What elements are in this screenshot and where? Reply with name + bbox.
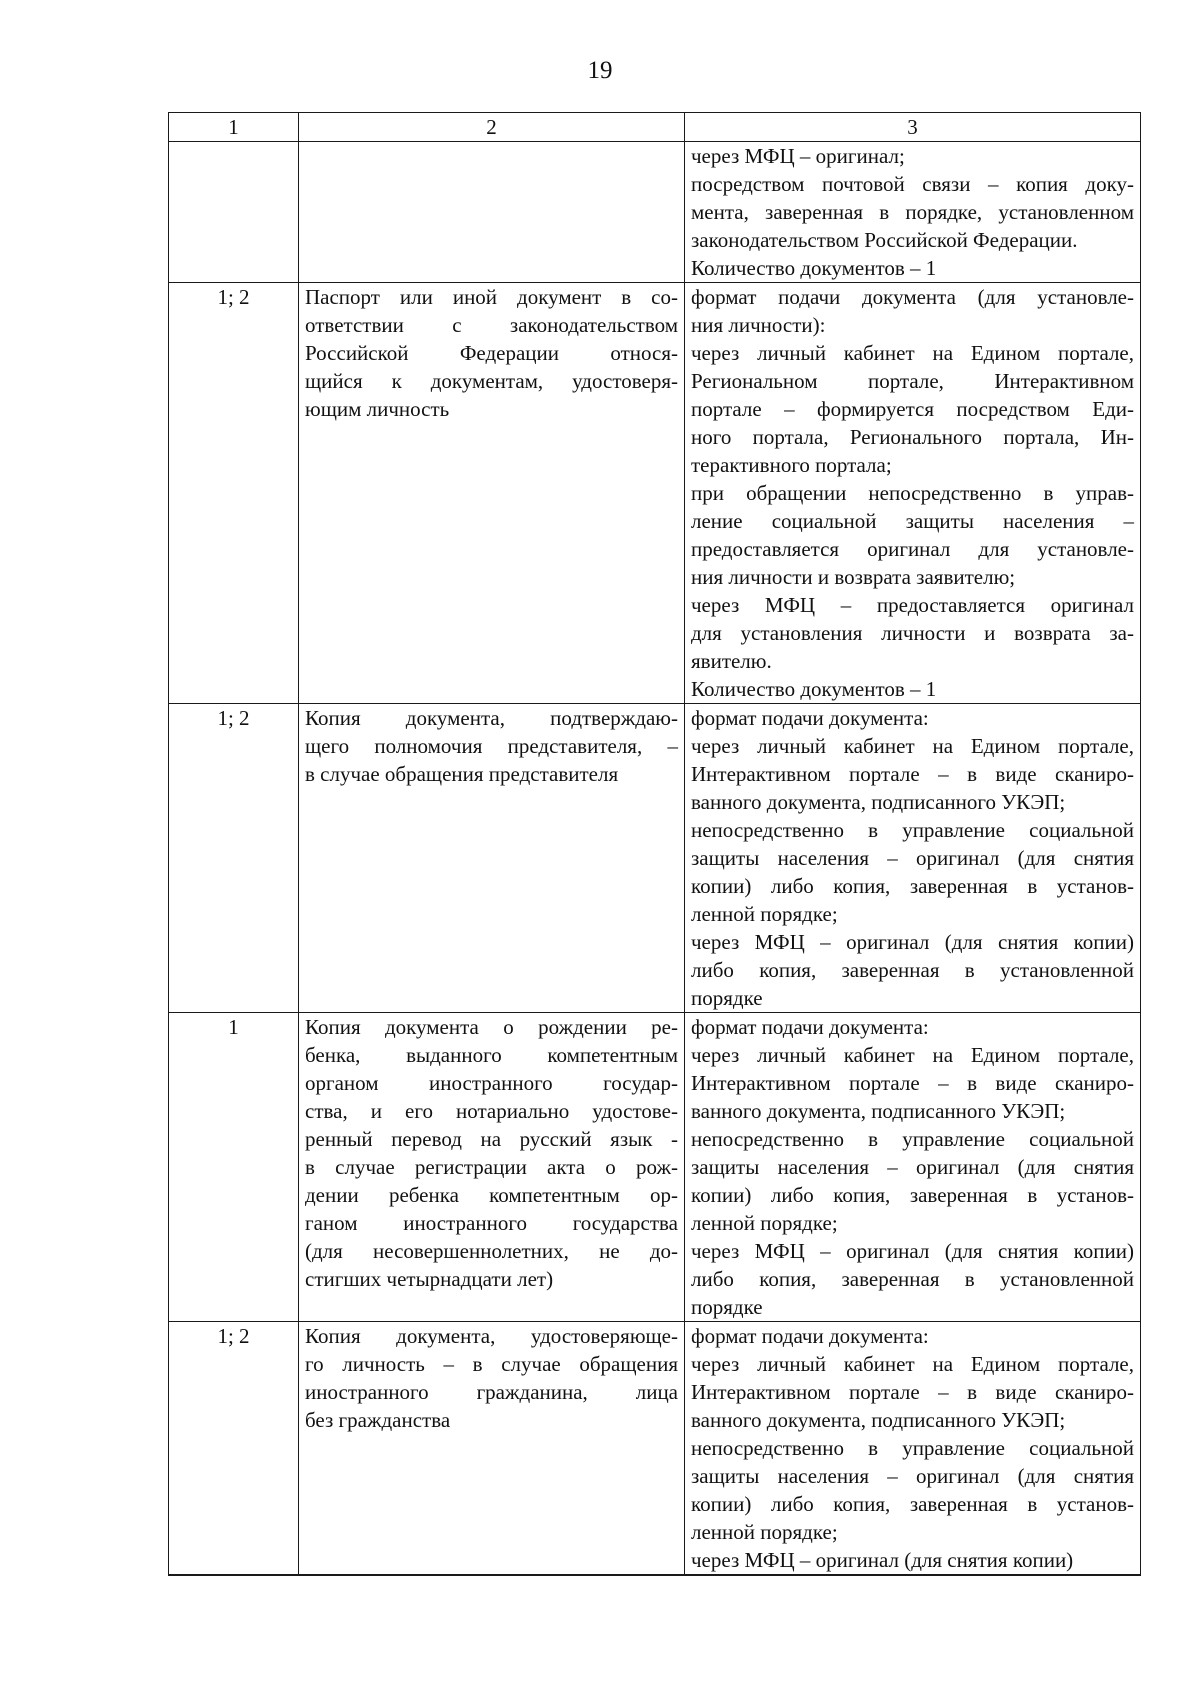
row-applicant-category: 1; 2 — [169, 704, 299, 1013]
row-document-name — [299, 704, 685, 1013]
submission-format-line: через личный кабинет на Едином портале, — [691, 1352, 1134, 1376]
document-name-line: (для несовершеннолетних, не до- — [305, 1239, 678, 1263]
submission-format-line: Интерактивном портале – в виде сканиро- — [691, 1071, 1134, 1095]
submission-format-line: непосредственно в управление социальной — [691, 818, 1134, 842]
document-name-line: стигших четырнадцати лет) — [305, 1267, 554, 1291]
row-document-name — [299, 283, 685, 704]
row-submission-format — [685, 1013, 1141, 1322]
document-name-line: щийся к документам, удостоверя- — [305, 369, 678, 393]
submission-format-line: либо копия, заверенная в установленной — [691, 958, 1134, 982]
submission-format-line: либо копия, заверенная в установленной — [691, 1267, 1134, 1291]
row-document-name — [299, 1322, 685, 1576]
document-name-line: ющим личность — [305, 397, 450, 421]
submission-format-line: защиты населения – оригинал (для снятия — [691, 846, 1134, 870]
table-row — [169, 704, 1141, 1013]
submission-format-line: защиты населения – оригинал (для снятия — [691, 1464, 1134, 1488]
submission-format-line: ленной порядке; — [691, 1520, 838, 1544]
document-name-line: щего полномочия представителя, – — [305, 734, 678, 758]
column-header-3: 3 — [685, 113, 1141, 142]
column-header-2: 2 — [299, 113, 685, 142]
table-row — [169, 283, 1141, 704]
submission-format-line: через МФЦ – оригинал; — [691, 144, 905, 168]
row-applicant-category — [169, 142, 299, 283]
document-name-line: дении ребенка компетентным ор- — [305, 1183, 678, 1207]
submission-format-line: ния личности и возврата заявителю; — [691, 565, 1016, 589]
submission-format-line: через МФЦ – предоставляется оригинал — [691, 593, 1134, 617]
submission-format-line: порядке — [691, 986, 763, 1010]
document-name-line: Российской Федерации относя- — [305, 341, 678, 365]
submission-format-line: ленной порядке; — [691, 1211, 838, 1235]
row-document-name — [299, 1013, 685, 1322]
documents-table — [168, 112, 1141, 1576]
document-name-line: бенка, выданного компетентным — [305, 1043, 678, 1067]
document-name-line: ганом иностранного государства — [305, 1211, 678, 1235]
document-name-line: Копия документа, удостоверяюще- — [305, 1324, 678, 1348]
submission-format-line: ванного документа, подписанного УКЭП; — [691, 1408, 1066, 1432]
document-name-line: в случае обращения представителя — [305, 762, 619, 786]
submission-format-line: копии) либо копия, заверенная в установ- — [691, 1492, 1134, 1516]
row-document-name — [299, 142, 685, 283]
submission-format-line: Количество документов – 1 — [691, 256, 937, 280]
submission-format-line: ванного документа, подписанного УКЭП; — [691, 790, 1066, 814]
submission-format-line: ванного документа, подписанного УКЭП; — [691, 1099, 1066, 1123]
submission-format-line: для установления личности и возврата за- — [691, 621, 1134, 645]
submission-format-line: портале – формируется посредством Еди- — [691, 397, 1134, 421]
submission-format-line: копии) либо копия, заверенная в установ- — [691, 874, 1134, 898]
submission-format-line: Интерактивном портале – в виде сканиро- — [691, 1380, 1134, 1404]
submission-format-line: Интерактивном портале – в виде сканиро- — [691, 762, 1134, 786]
row-submission-format — [685, 283, 1141, 704]
row-submission-format — [685, 142, 1141, 283]
submission-format-line: через МФЦ – оригинал (для снятия копии) — [691, 1239, 1134, 1263]
submission-format-line: непосредственно в управление социальной — [691, 1127, 1134, 1151]
row-submission-format — [685, 704, 1141, 1013]
row-submission-format — [685, 1322, 1141, 1576]
table-row — [169, 1322, 1141, 1576]
document-name-line: ренный перевод на русский язык - — [305, 1127, 678, 1151]
page-number: 19 — [587, 57, 613, 84]
document-name-line: органом иностранного государ- — [305, 1071, 678, 1095]
document-name-line: Копия документа, подтверждаю- — [305, 706, 678, 730]
submission-format-line: через личный кабинет на Едином портале, — [691, 1043, 1134, 1067]
row-applicant-category: 1; 2 — [169, 283, 299, 704]
submission-format-line: ленной порядке; — [691, 902, 838, 926]
submission-format-line: посредством почтовой связи – копия доку- — [691, 172, 1134, 196]
submission-format-line: ния личности): — [691, 313, 826, 337]
submission-format-line: явителю. — [691, 649, 772, 673]
submission-format-line: формат подачи документа: — [691, 1324, 929, 1348]
submission-format-line: через личный кабинет на Едином портале, — [691, 734, 1134, 758]
submission-format-line: терактивного портала; — [691, 453, 892, 477]
submission-format-line: предоставляется оригинал для установле- — [691, 537, 1134, 561]
submission-format-line: формат подачи документа: — [691, 706, 929, 730]
submission-format-line: через МФЦ – оригинал (для снятия копии) — [691, 930, 1134, 954]
document-name-line: го личность – в случае обращения — [305, 1352, 678, 1376]
submission-format-line: законодательством Российской Федерации. — [691, 228, 1078, 252]
submission-format-line: ного портала, Регионального портала, Ин- — [691, 425, 1134, 449]
submission-format-line: формат подачи документа: — [691, 1015, 929, 1039]
table-row — [169, 1013, 1141, 1322]
submission-format-line: непосредственно в управление социальной — [691, 1436, 1134, 1460]
submission-format-line: копии) либо копия, заверенная в установ- — [691, 1183, 1134, 1207]
document-name-line: без гражданства — [305, 1408, 451, 1432]
header-row — [169, 113, 1141, 142]
submission-format-line: защиты населения – оригинал (для снятия — [691, 1155, 1134, 1179]
document-name-line: иностранного гражданина, лица — [305, 1380, 678, 1404]
column-header-1: 1 — [169, 113, 299, 142]
submission-format-line: через МФЦ – оригинал (для снятия копии) — [691, 1548, 1074, 1572]
document-name-line: ства, и его нотариально удостове- — [305, 1099, 678, 1123]
document-name-line: Копия документа о рождении ре- — [305, 1015, 678, 1039]
submission-format-line: формат подачи документа (для установле- — [691, 285, 1134, 309]
row-applicant-category: 1; 2 — [169, 1322, 299, 1576]
document-name-line: Паспорт или иной документ в со- — [305, 285, 678, 309]
document-name-line: в случае регистрации акта о рож- — [305, 1155, 678, 1179]
table-row — [169, 142, 1141, 283]
submission-format-line: при обращении непосредственно в управ- — [691, 481, 1134, 505]
document-name-line: ответствии с законодательством — [305, 313, 678, 337]
submission-format-line: через личный кабинет на Едином портале, — [691, 341, 1134, 365]
submission-format-line: порядке — [691, 1295, 763, 1319]
submission-format-line: ление социальной защиты населения – — [691, 509, 1134, 533]
row-applicant-category: 1 — [169, 1013, 299, 1322]
submission-format-line: Количество документов – 1 — [691, 677, 937, 701]
submission-format-line: Региональном портале, Интерактивном — [691, 369, 1134, 393]
submission-format-line: мента, заверенная в порядке, установленном — [691, 200, 1134, 224]
